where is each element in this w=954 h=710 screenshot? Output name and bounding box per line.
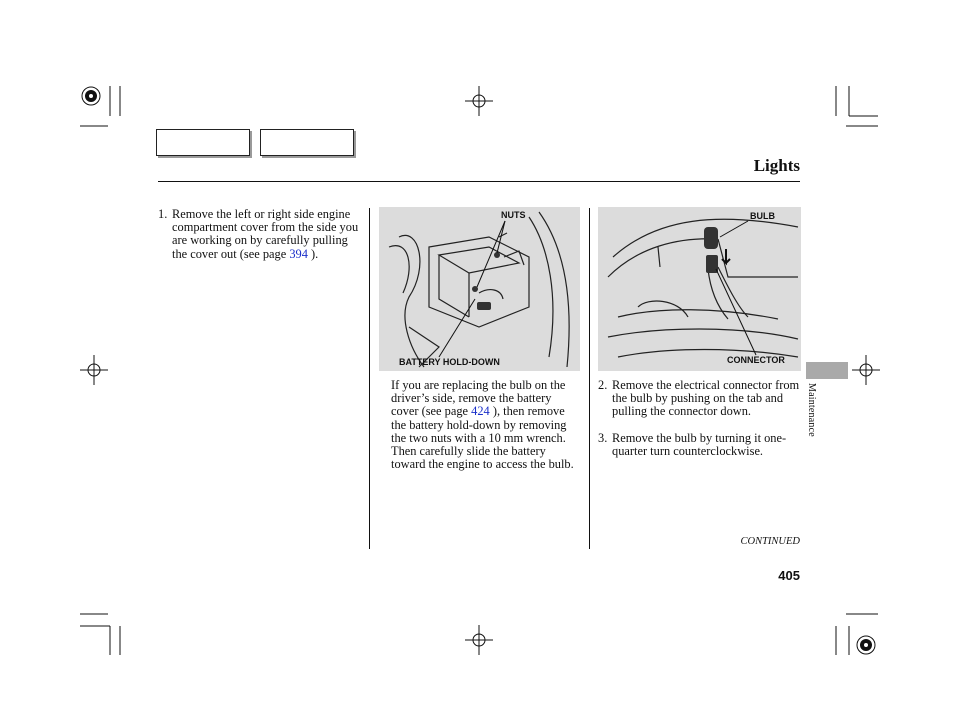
nav-tab-box-1[interactable] — [156, 129, 250, 156]
page-link-394[interactable]: 394 — [289, 246, 308, 261]
callout-battery-hold-down: BATTERY HOLD-DOWN — [399, 357, 500, 367]
battery-figure — [379, 207, 580, 371]
step-1-text-before: Remove the left or right side engine compartment cover from the side you are working on by carefully pulling the cover out (see page — [172, 207, 359, 261]
battery-paragraph-after: ), then remove the battery hold-down by removing the two nuts with a 10 mm wrench. Then carefully slide the battery toward the engine to access the bulb. — [391, 404, 574, 472]
callout-nuts: NUTS — [501, 210, 526, 220]
crosshair-top — [465, 86, 493, 116]
registration-sunburst-top-left — [82, 87, 100, 105]
page-title: Lights — [753, 156, 800, 175]
crosshair-right — [852, 355, 880, 385]
registration-sunburst-bottom-right — [857, 636, 875, 654]
step-1-text-after: ). — [307, 246, 319, 261]
page-link-424[interactable]: 424 — [471, 404, 490, 419]
crosshair-left — [80, 355, 108, 385]
column-divider-1 — [369, 208, 370, 549]
battery-paragraph-before: If you are replacing the bulb on the driver’s side, remove the battery cover (see page — [391, 378, 566, 419]
battery-illustration — [379, 207, 580, 371]
header-rule — [158, 181, 800, 182]
nav-tab-box-2[interactable] — [260, 129, 354, 156]
continued-label: CONTINUED — [740, 536, 800, 547]
step-text: Remove the bulb by turning it one-quarter turn counterclockwise. — [612, 430, 787, 458]
page-number: 405 — [778, 568, 800, 583]
step-text: Remove the electrical connector from the bulb by pushing on the tab and pulling the connector down. — [612, 378, 800, 419]
crosshair-bottom — [465, 625, 493, 655]
column-divider-2 — [589, 208, 590, 549]
callout-connector: CONNECTOR — [727, 355, 785, 365]
section-label-maintenance: Maintenance — [806, 383, 817, 437]
section-tab-marker[interactable] — [806, 362, 848, 379]
step-1 — [158, 208, 362, 261]
battery-paragraph — [391, 379, 581, 471]
bulb-illustration — [598, 207, 801, 371]
step-number: 2. — [598, 378, 608, 392]
callout-bulb: BULB — [750, 211, 775, 221]
steps-2-3 — [598, 379, 801, 458]
bulb-figure — [598, 207, 801, 371]
step-number: 1. — [158, 207, 168, 221]
step-2 — [598, 379, 801, 419]
step-3 — [598, 432, 801, 458]
step-number: 3. — [598, 430, 608, 445]
step-text — [172, 208, 362, 261]
